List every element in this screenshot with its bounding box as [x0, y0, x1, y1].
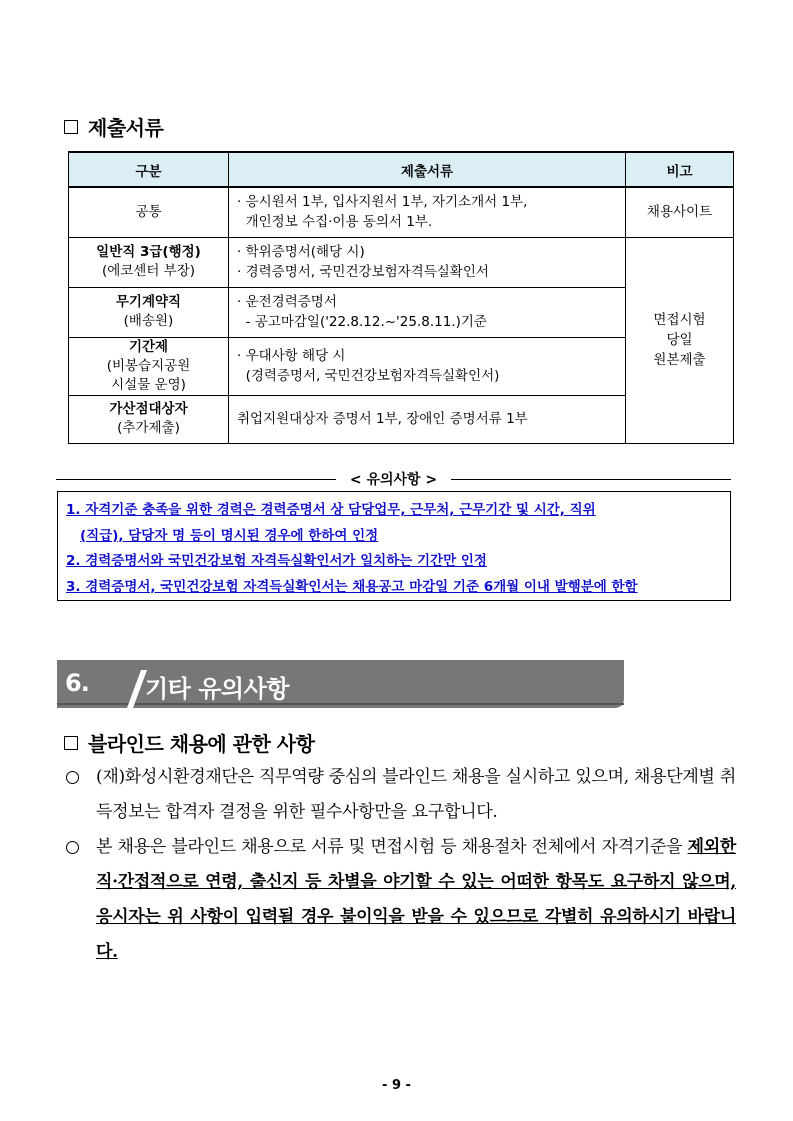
documents-table — [68, 151, 734, 444]
table-header-row — [69, 152, 734, 187]
row-documents: 취업지원대상자 증명서 1부, 장애인 증명서류 1부 — [229, 395, 626, 443]
notice-heading-text: < 유의사항 > — [349, 472, 438, 488]
table-row — [69, 237, 734, 287]
banner-title: 기타 유의사항 — [145, 675, 289, 703]
header-documents: 제출서류 — [229, 152, 626, 187]
section-title-documents — [64, 112, 163, 141]
row-category: 기간제 (비봉습지공원 시설물 운영) — [69, 337, 229, 395]
section-title-text: 제출서류 — [88, 116, 164, 140]
row-documents: · 우대사항 해당 시 (경력증명서, 국민건강보험자격득실확인서) — [229, 337, 626, 395]
notice-item-3: 3. 경력증명서, 국민건강보험 자격득실확인서는 채용공고 마감일 기준 6개월 이내 발행분에 한함 — [66, 578, 638, 595]
circle-bullet-icon — [66, 771, 79, 784]
header-note: 비고 — [626, 152, 734, 187]
section-title-text: 블라인드 채용에 관한 사항 — [88, 732, 315, 756]
notice-item-2: 2. 경력증명서와 국민건강보험 자격득실확인서가 일치하는 기간만 인정 — [66, 553, 487, 569]
paragraph-1-text: (재)화성시환경재단은 직무역량 중심의 블라인드 채용을 실시하고 있으며, 채용단계별 취득정보는 합격자 결정을 위한 필수사항만을 요구합니다. — [96, 767, 736, 822]
divider-right — [451, 479, 731, 480]
checkbox-square-icon — [64, 736, 78, 750]
section-title-blind — [64, 728, 314, 757]
notice-box — [57, 491, 731, 601]
divider-left — [56, 479, 336, 480]
merged-note: 면접시험 당일 원본제출 — [626, 237, 734, 443]
row-category: 공통 — [69, 187, 229, 237]
banner-shape — [57, 660, 624, 708]
page-number: - 9 - — [382, 1078, 411, 1093]
table-row — [69, 187, 734, 237]
row-category: 가산점대상자 (추가제출) — [69, 395, 229, 443]
notice-heading — [56, 469, 731, 489]
row-note: 채용사이트 — [626, 187, 734, 237]
header-category: 구분 — [69, 152, 229, 187]
paragraph-2-text — [96, 830, 736, 970]
paragraph-2-plain: 본 채용은 블라인드 채용으로 서류 및 면접시험 등 채용절차 전체에서 자격기준을 — [96, 837, 688, 857]
notice-item-1-cont: (직급), 담당자 명 등이 명시된 경우에 한하여 인정 — [80, 527, 379, 544]
circle-bullet-icon — [66, 841, 79, 854]
banner-number: 6. — [65, 669, 89, 697]
section-banner — [57, 660, 624, 708]
row-documents: · 운전경력증명서 - 공고마감일('22.8.12.~'25.8.11.)기준 — [229, 287, 626, 337]
row-documents: · 응시원서 1부, 입사지원서 1부, 자기소개서 1부, 개인정보 수집·이용 동의서 1부. — [229, 187, 626, 237]
paragraph-2-emphasis: 제외한 직·간접적으로 연령, 출신지 등 차별을 야기할 수 있는 어떠한 항목도 요구하지 않으며, 응시자는 위 사항이 입력될 경우 불이익을 받을 수 있으므로 각별히 유의하시기 바랍니다. — [96, 837, 736, 962]
row-category: 일반직 3급(행정) (에코센터 부장) — [69, 237, 229, 287]
row-documents: · 학위증명서(해당 시) · 경력증명서, 국민건강보험자격득실확인서 — [229, 237, 626, 287]
paragraph-2 — [66, 830, 736, 970]
row-category: 무기계약직 (배송원) — [69, 287, 229, 337]
checkbox-square-icon — [64, 120, 78, 134]
notice-item-1: 1. 자격기준 충족을 위한 경력은 경력증명서 상 담당업무, 근무처, 근무기간 및 시간, 직위 — [66, 502, 596, 518]
paragraph-1 — [66, 760, 736, 830]
